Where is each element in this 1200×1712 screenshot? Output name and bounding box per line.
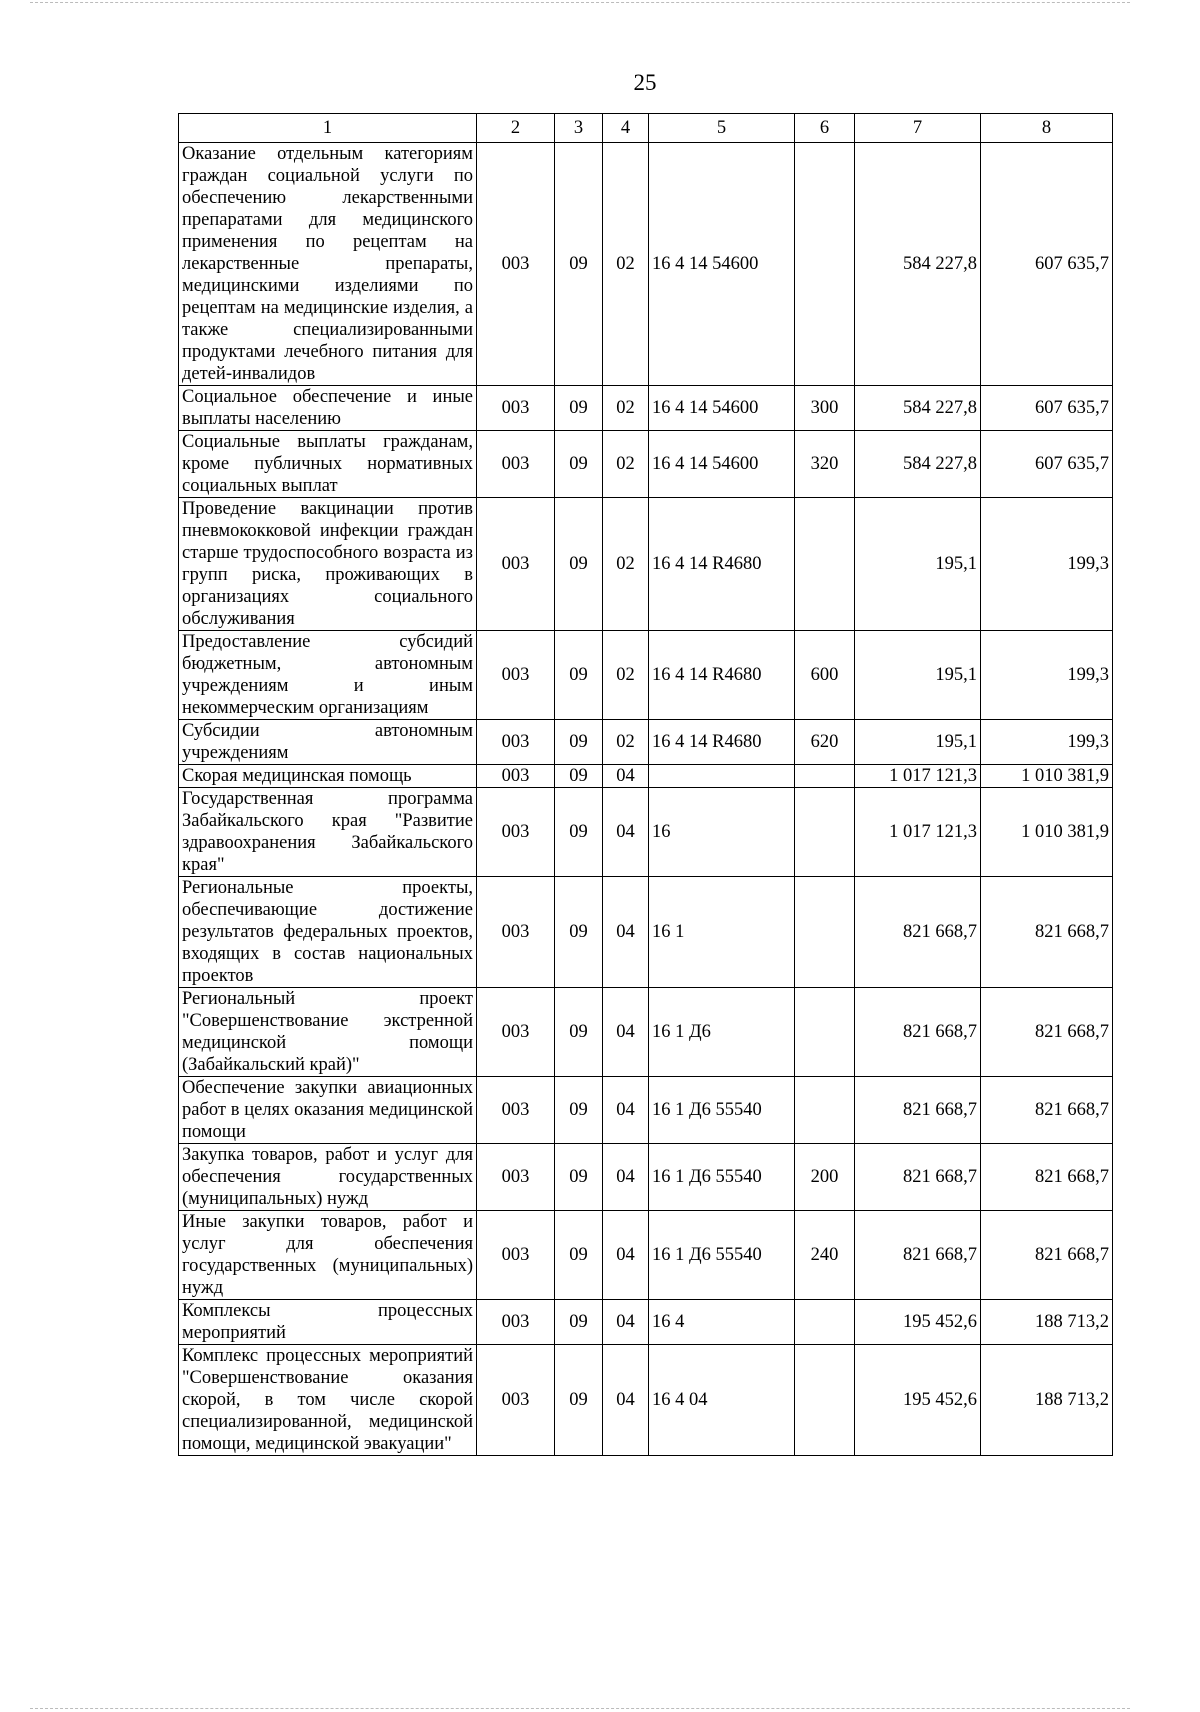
row-col8-cell: 607 635,7 [981, 386, 1113, 431]
row-col6-cell [795, 877, 855, 988]
row-col2-cell: 003 [477, 720, 555, 765]
table-row [179, 988, 1113, 1077]
column-header-6: 6 [795, 114, 855, 143]
row-col8-cell: 199,3 [981, 498, 1113, 631]
row-name-cell: Региональные проекты, обеспечивающие достижение результатов федеральных проектов, входящих в состав национальных проектов [179, 877, 477, 988]
column-header-3: 3 [555, 114, 603, 143]
row-col8-cell: 1 010 381,9 [981, 765, 1113, 788]
row-col2-cell: 003 [477, 431, 555, 498]
row-col7-cell: 1 017 121,3 [855, 788, 981, 877]
row-col2-cell: 003 [477, 1345, 555, 1456]
row-col7-cell: 821 668,7 [855, 1144, 981, 1211]
row-name-cell: Комплексы процессных мероприятий [179, 1300, 477, 1345]
row-col5-cell: 16 1 Д6 55540 [649, 1211, 795, 1300]
row-col4-cell: 04 [603, 1077, 649, 1144]
row-col4-cell: 02 [603, 143, 649, 386]
row-col4-cell: 04 [603, 877, 649, 988]
row-col5-cell: 16 4 14 54600 [649, 386, 795, 431]
row-col6-cell [795, 788, 855, 877]
row-col4-cell: 02 [603, 431, 649, 498]
row-col8-cell: 821 668,7 [981, 1144, 1113, 1211]
row-col3-cell: 09 [555, 788, 603, 877]
row-col4-cell: 04 [603, 765, 649, 788]
row-col3-cell: 09 [555, 877, 603, 988]
row-name-cell: Закупка товаров, работ и услуг для обеспечения государственных (муниципальных) нужд [179, 1144, 477, 1211]
row-col5-cell: 16 1 Д6 55540 [649, 1077, 795, 1144]
table-row [179, 1300, 1113, 1345]
table-row [179, 1211, 1113, 1300]
row-col2-cell: 003 [477, 1211, 555, 1300]
row-col2-cell: 003 [477, 765, 555, 788]
budget-table [178, 113, 1113, 1456]
row-col5-cell: 16 1 [649, 877, 795, 988]
row-col8-cell: 1 010 381,9 [981, 788, 1113, 877]
row-col2-cell: 003 [477, 1077, 555, 1144]
row-col2-cell: 003 [477, 788, 555, 877]
table-row [179, 498, 1113, 631]
row-col3-cell: 09 [555, 1144, 603, 1211]
row-col4-cell: 04 [603, 1211, 649, 1300]
row-col7-cell: 195,1 [855, 498, 981, 631]
row-col5-cell [649, 765, 795, 788]
row-col7-cell: 584 227,8 [855, 386, 981, 431]
row-col2-cell: 003 [477, 988, 555, 1077]
row-col7-cell: 1 017 121,3 [855, 765, 981, 788]
row-col4-cell: 02 [603, 386, 649, 431]
row-col6-cell [795, 143, 855, 386]
row-col2-cell: 003 [477, 143, 555, 386]
row-col7-cell: 821 668,7 [855, 877, 981, 988]
row-col3-cell: 09 [555, 1345, 603, 1456]
row-col5-cell: 16 [649, 788, 795, 877]
row-col6-cell: 600 [795, 631, 855, 720]
row-col6-cell [795, 988, 855, 1077]
row-col3-cell: 09 [555, 1211, 603, 1300]
table-row [179, 788, 1113, 877]
row-col6-cell [795, 1300, 855, 1345]
row-col6-cell [795, 1077, 855, 1144]
column-header-2: 2 [477, 114, 555, 143]
row-col4-cell: 04 [603, 1345, 649, 1456]
row-col3-cell: 09 [555, 720, 603, 765]
column-header-7: 7 [855, 114, 981, 143]
row-col4-cell: 04 [603, 1144, 649, 1211]
row-col5-cell: 16 4 04 [649, 1345, 795, 1456]
row-col3-cell: 09 [555, 765, 603, 788]
row-col5-cell: 16 4 14 R4680 [649, 498, 795, 631]
row-col3-cell: 09 [555, 988, 603, 1077]
row-col8-cell: 607 635,7 [981, 431, 1113, 498]
table-row [179, 720, 1113, 765]
row-col8-cell: 607 635,7 [981, 143, 1113, 386]
row-name-cell: Оказание отдельным категориям граждан социальной услуги по обеспечению лекарственными препаратами для медицинского применения по рецептам на лекарственные препараты, медицинскими изделиями по рецептам на медицинские изделия, а также специализированными продуктами лечебного питания для детей-инвалидов [179, 143, 477, 386]
row-col7-cell: 195 452,6 [855, 1345, 981, 1456]
table-body [179, 143, 1113, 1456]
row-col5-cell: 16 4 [649, 1300, 795, 1345]
row-name-cell: Обеспечение закупки авиационных работ в целях оказания медицинской помощи [179, 1077, 477, 1144]
row-col5-cell: 16 1 Д6 55540 [649, 1144, 795, 1211]
row-col8-cell: 199,3 [981, 720, 1113, 765]
row-name-cell: Проведение вакцинации против пневмококковой инфекции граждан старше трудоспособного возраста из групп риска, проживающих в организациях социального обслуживания [179, 498, 477, 631]
table-row [179, 877, 1113, 988]
row-name-cell: Социальные выплаты гражданам, кроме публичных нормативных социальных выплат [179, 431, 477, 498]
table-row [179, 143, 1113, 386]
table-row [179, 1144, 1113, 1211]
row-col5-cell: 16 1 Д6 [649, 988, 795, 1077]
row-col4-cell: 02 [603, 720, 649, 765]
row-col3-cell: 09 [555, 386, 603, 431]
row-col7-cell: 195,1 [855, 720, 981, 765]
table-row [179, 1345, 1113, 1456]
row-col6-cell: 620 [795, 720, 855, 765]
row-col8-cell: 821 668,7 [981, 988, 1113, 1077]
row-col8-cell: 199,3 [981, 631, 1113, 720]
row-col7-cell: 821 668,7 [855, 1211, 981, 1300]
row-col7-cell: 584 227,8 [855, 143, 981, 386]
row-col3-cell: 09 [555, 431, 603, 498]
row-name-cell: Комплекс процессных мероприятий "Совершенствование оказания скорой, в том числе скорой специализированной, медицинской помощи, медицинской эвакуации" [179, 1345, 477, 1456]
row-col8-cell: 188 713,2 [981, 1300, 1113, 1345]
row-col8-cell: 821 668,7 [981, 877, 1113, 988]
table-row [179, 631, 1113, 720]
column-header-4: 4 [603, 114, 649, 143]
row-col7-cell: 195,1 [855, 631, 981, 720]
row-col4-cell: 04 [603, 988, 649, 1077]
row-col5-cell: 16 4 14 R4680 [649, 631, 795, 720]
scan-edge-top [30, 2, 1130, 3]
row-col6-cell: 320 [795, 431, 855, 498]
row-col5-cell: 16 4 14 R4680 [649, 720, 795, 765]
row-name-cell: Субсидии автономным учреждениям [179, 720, 477, 765]
table-row [179, 1077, 1113, 1144]
row-col6-cell [795, 765, 855, 788]
page-number: 25 [633, 70, 657, 95]
row-col6-cell [795, 498, 855, 631]
row-name-cell: Предоставление субсидий бюджетным, автономным учреждениям и иным некоммерческим организациям [179, 631, 477, 720]
row-col8-cell: 821 668,7 [981, 1211, 1113, 1300]
row-col4-cell: 02 [603, 631, 649, 720]
row-col7-cell: 821 668,7 [855, 1077, 981, 1144]
row-col6-cell: 240 [795, 1211, 855, 1300]
row-col2-cell: 003 [477, 1300, 555, 1345]
row-col7-cell: 584 227,8 [855, 431, 981, 498]
row-col7-cell: 821 668,7 [855, 988, 981, 1077]
row-col3-cell: 09 [555, 498, 603, 631]
row-col2-cell: 003 [477, 631, 555, 720]
row-name-cell: Иные закупки товаров, работ и услуг для обеспечения государственных (муниципальных) нужд [179, 1211, 477, 1300]
table-row [179, 431, 1113, 498]
row-name-cell: Скорая медицинская помощь [179, 765, 477, 788]
row-col8-cell: 188 713,2 [981, 1345, 1113, 1456]
row-col2-cell: 003 [477, 877, 555, 988]
column-header-5: 5 [649, 114, 795, 143]
row-name-cell: Государственная программа Забайкальского края "Развитие здравоохранения Забайкальского края" [179, 788, 477, 877]
row-col3-cell: 09 [555, 631, 603, 720]
row-name-cell: Региональный проект "Совершенствование экстренной медицинской помощи (Забайкальский край)" [179, 988, 477, 1077]
row-col6-cell: 200 [795, 1144, 855, 1211]
row-col6-cell [795, 1345, 855, 1456]
row-col5-cell: 16 4 14 54600 [649, 431, 795, 498]
row-col3-cell: 09 [555, 1077, 603, 1144]
row-col2-cell: 003 [477, 498, 555, 631]
row-col2-cell: 003 [477, 1144, 555, 1211]
table-row [179, 386, 1113, 431]
row-col4-cell: 02 [603, 498, 649, 631]
row-name-cell: Социальное обеспечение и иные выплаты населению [179, 386, 477, 431]
row-col4-cell: 04 [603, 788, 649, 877]
row-col5-cell: 16 4 14 54600 [649, 143, 795, 386]
scan-edge-bottom [30, 1708, 1130, 1709]
row-col7-cell: 195 452,6 [855, 1300, 981, 1345]
column-header-1: 1 [179, 114, 477, 143]
row-col3-cell: 09 [555, 1300, 603, 1345]
column-header-8: 8 [981, 114, 1113, 143]
row-col3-cell: 09 [555, 143, 603, 386]
row-col2-cell: 003 [477, 386, 555, 431]
row-col6-cell: 300 [795, 386, 855, 431]
table-row [179, 765, 1113, 788]
table-header-row [179, 114, 1113, 143]
row-col4-cell: 04 [603, 1300, 649, 1345]
row-col8-cell: 821 668,7 [981, 1077, 1113, 1144]
